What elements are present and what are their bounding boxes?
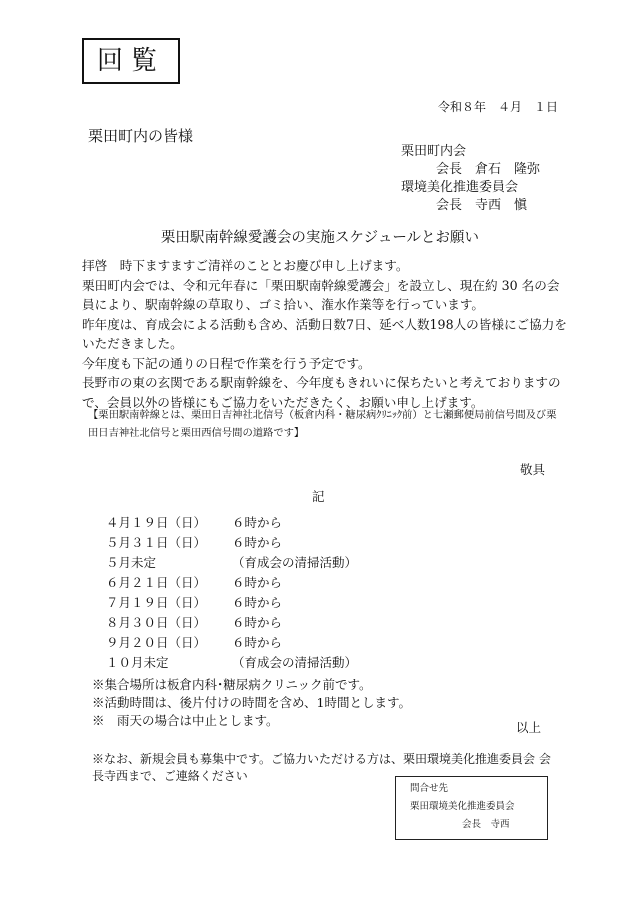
closing-keigu: 敬具	[520, 462, 546, 477]
schedule-date: １０月未定	[106, 655, 169, 670]
schedule-row	[106, 653, 357, 673]
sender-org-2: 環境美化推進委員会	[401, 180, 519, 195]
issue-date: 令和８年 ４月 １日	[438, 100, 559, 114]
schedule-date: ４月１９日（日）	[106, 515, 207, 530]
schedule-date: ５月未定	[106, 555, 157, 570]
schedule-date: ９月２０日（日）	[106, 635, 207, 650]
schedule-detail: ６時から	[232, 575, 283, 590]
closing-ijou: 以上	[516, 720, 542, 735]
schedule-date: ５月３１日（日）	[106, 535, 207, 550]
schedule-row	[106, 573, 282, 593]
body-line: 拝啓 時下ますますご清祥のこととお慶び申し上げます。	[82, 258, 409, 273]
schedule-date: ８月３０日（日）	[106, 615, 207, 630]
schedule-row	[106, 533, 282, 553]
body-line: 昨年度は、育成会による活動も含め、活動日数7日、延べ人数198人の皆様にご協力をいただきました。	[82, 316, 567, 351]
contact-person: 会長 寺西	[462, 819, 510, 830]
schedule-row	[106, 613, 282, 633]
document-title: 栗田駅南幹線愛護会の実施スケジュールとお願い	[160, 230, 480, 246]
remark-rain: ※ 雨天の場合は中止とします。	[92, 713, 279, 728]
body-line: 栗田町内会では、令和元年春に「栗田駅南幹線愛護会」を設立し、現在約 30 名の会員により、駅南幹線の草取り、ゴミ拾い、潅水作業等を行っています。	[82, 277, 560, 312]
ki-heading: 記	[312, 489, 325, 504]
kairan-stamp: 回覧	[82, 38, 180, 84]
contact-org: 栗田環境美化推進委員会	[410, 801, 515, 812]
addressee: 栗田町内の皆様	[88, 127, 194, 145]
remark-meeting-place: ※集合場所は板倉内科･糖尿病クリニック前です。	[92, 677, 372, 692]
schedule-row	[106, 593, 282, 613]
schedule-detail: ６時から	[232, 515, 283, 530]
contact-box	[395, 776, 548, 840]
schedule-detail: ６時から	[232, 635, 283, 650]
schedule-row	[106, 553, 357, 573]
schedule-detail: ６時から	[232, 535, 283, 550]
body-line: 長野市の東の玄関である駅南幹線を、今年度もきれいに保ちたいと考えておりますので、会員以外の皆様にもご協力をいただきたく、お願い申し上げます。	[82, 375, 561, 410]
body-text	[82, 256, 570, 412]
remarks	[92, 676, 411, 730]
body-line: 今年度も下記の通りの日程で作業を行う予定です。	[82, 355, 371, 371]
schedule-detail: （育成会の清掃活動）	[232, 555, 358, 570]
schedule-row	[106, 633, 282, 653]
schedule-row	[106, 513, 282, 533]
route-note: 【栗田駅南幹線とは、栗田日吉神社北信号（板倉内科・糖尿病ｸﾘﾆｯｸ前）と七瀬郵便局前信号間及び栗田日吉神社北信号と栗田西信号間の道路です】	[88, 409, 557, 439]
sender-name-2: 会長 寺西 愼	[436, 198, 528, 213]
remark-activity-time: ※活動時間は、後片付けの時間を含め、1時間とします。	[92, 695, 411, 710]
contact-heading: 問合せ先	[410, 783, 449, 794]
schedule-detail: ６時から	[232, 615, 283, 630]
schedule-date: ７月１９日（日）	[106, 595, 207, 610]
sender-org-1: 栗田町内会	[401, 144, 467, 159]
recruitment-note: ※なお、新規会員も募集中です。ご協力いただける方は、栗田環境美化推進委員会 会長寺西まで、ご連絡ください	[92, 752, 551, 783]
sender-name-1: 会長 倉石 隆弥	[436, 162, 541, 177]
schedule-detail: （育成会の清掃活動）	[232, 655, 358, 670]
schedule-date: ６月２１日（日）	[106, 575, 207, 590]
schedule-detail: ６時から	[232, 595, 283, 610]
